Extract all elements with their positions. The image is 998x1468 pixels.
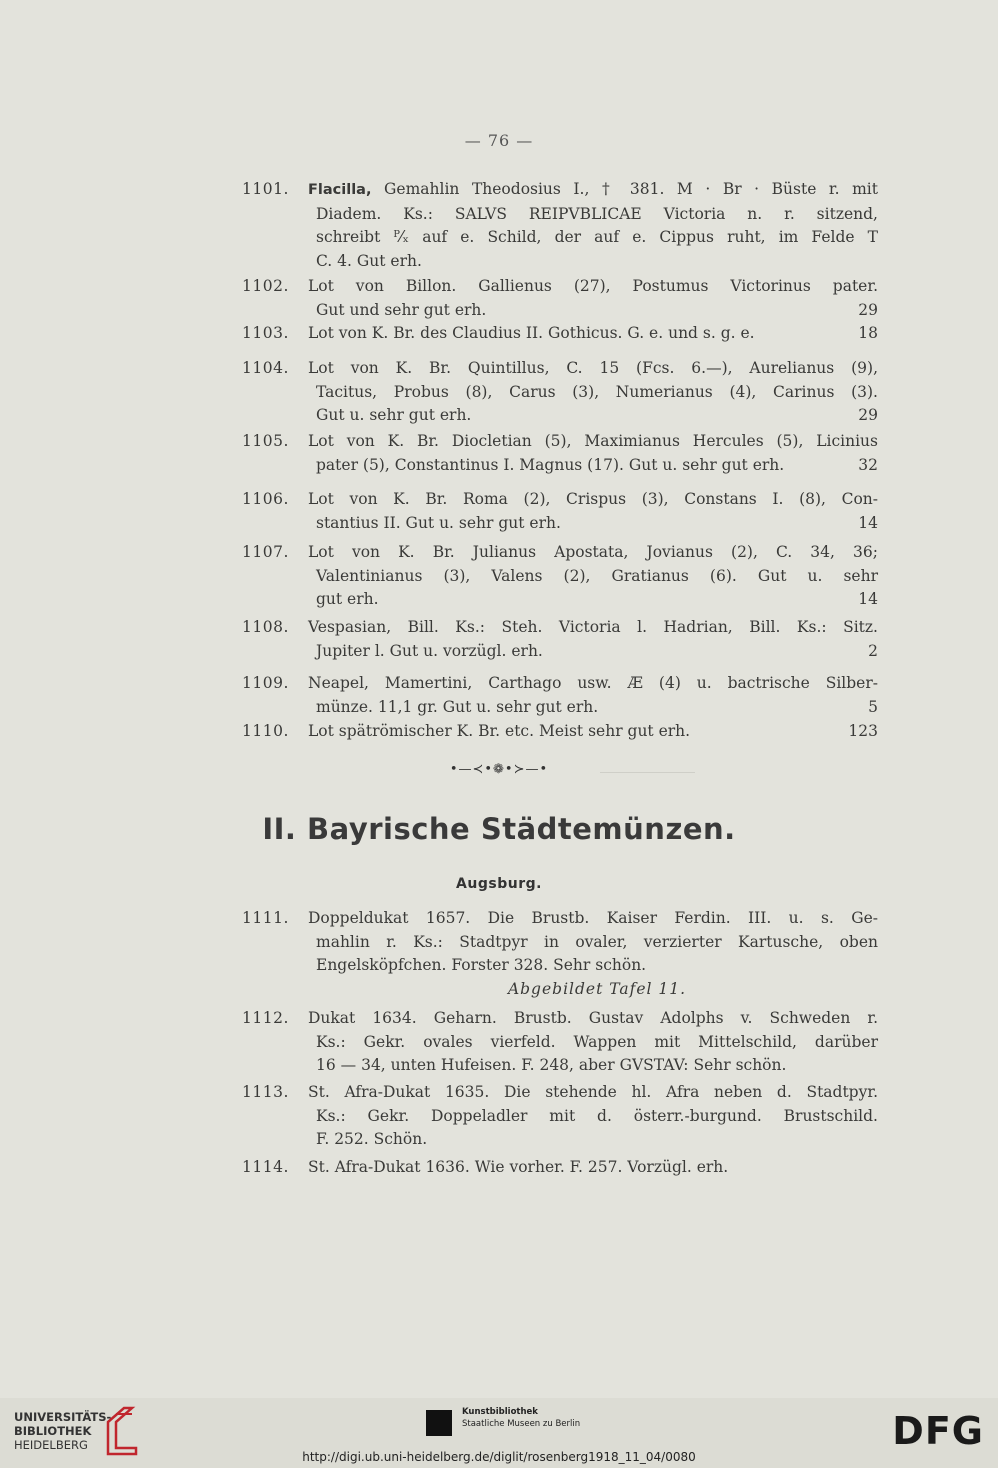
description-line: stantius II. Gut u. sehr gut erh. 14 [316,512,878,536]
description-line: gut erh. 14 [316,588,878,612]
uni-line2: BIBLIOTHEK [14,1424,92,1438]
lot-description [308,541,878,612]
description-line: St. Afra-Dukat 1636. Wie vorher. F. 257. Vorzügl. erh. [308,1158,729,1176]
description-line: Lot von K. Br. Julianus Apostata, Jovianus (2), C. 34, 36; [308,543,878,561]
description-line: mahlin r. Ks.: Stadtpyr in ovaler, verzierter Kartusche, oben [316,932,878,951]
lot-price: 29 [858,300,878,319]
lot-description [308,275,878,322]
description-line: Dukat 1634. Geharn. Brustb. Gustav Adolphs v. Schweden r. [308,1009,878,1027]
kb-line1: Kunstbibliothek [462,1407,538,1417]
description-line: Vespasian, Bill. Ks.: Steh. Victoria l. Hadrian, Bill. Ks.: Sitz. [308,618,878,636]
lot-price: 14 [858,590,878,608]
kb-line2: Staatliche Museen zu Berlin [462,1419,581,1429]
lot-number: 1113. [242,1083,289,1101]
description-line: St. Afra-Dukat 1635. Die stehende hl. Afra neben d. Stadtpyr. [308,1083,878,1101]
description-line: Lot von K. Br. des Claudius II. Gothicus. G. e. und s. g. e. 18 [308,322,878,346]
description-line: C. 4. Gut erh. [316,251,422,270]
lot-price: 29 [858,406,878,424]
lot-number: 1110. [242,722,289,740]
lot-number: 1112. [242,1009,289,1027]
lot-number: 1105. [242,432,289,450]
lot-price: 18 [858,324,878,342]
kunstbibliothek-logo-icon[interactable] [426,1410,452,1436]
lot-number: 1107. [242,543,289,561]
footer-bar [0,1398,998,1468]
lot-description [308,322,878,346]
description-line: Ks.: Gekr. ovales vierfeld. Wappen mit Mittelschild, darüber [316,1032,878,1051]
kunstbibliothek-wordmark[interactable] [462,1406,580,1430]
description-line: 16 — 34, unten Hufeisen. F. 248, aber GVSTAV: Sehr schön. [316,1056,787,1074]
section-subheading: Augsburg. [456,876,542,892]
description-line: Valentinianus (3), Valens (2), Gratianus (6). Gut u. sehr [316,566,878,585]
description-line: F. 252. Schön. [316,1130,428,1148]
description-line: Lot von K. Br. Quintillus, C. 15 (Fcs. 6.—), Aurelianus (9), [308,359,878,377]
lot-description [308,357,878,428]
lot-number: 1104. [242,359,289,377]
description-line: Gut u. sehr gut erh. 29 [316,404,878,428]
description-line: Ks.: Gekr. Doppeladler mit d. österr.-burgund. Brustschild. [316,1106,878,1125]
section-divider-ornament: •—≺•❁•≻—• [449,762,549,777]
lot-description [308,616,878,663]
lot-number: 1109. [242,674,289,692]
lot-price: 2 [868,641,878,660]
lot-number: 1108. [242,618,289,636]
section-heading: II. Bayrische Städtemünzen. [262,812,736,846]
lot-price: 14 [858,513,878,532]
lot-price: 5 [868,697,878,716]
page-number: — 76 — [464,131,534,150]
lot-description [308,907,878,1001]
lot-description [308,178,878,273]
divider-line [600,772,695,773]
dfg-logo[interactable]: DFG [892,1409,984,1453]
lot-number: 1101. [242,180,289,198]
description-line: Lot spätrömischer K. Br. etc. Meist sehr gut erh. 123 [308,720,878,744]
lot-number: 1103. [242,324,289,342]
lot-number: 1106. [242,490,289,508]
lot-description [308,1007,878,1078]
description-line: Flacilla, Gemahlin Theodosius I., † 381. M · Br · Büste r. mit [308,180,878,198]
uni-heidelberg-logo-icon[interactable] [102,1404,142,1456]
lot-description [308,430,878,477]
description-line: Lot von K. Br. Roma (2), Crispus (3), Constans I. (8), Con- [308,490,878,508]
description-line: pater (5), Constantinus I. Magnus (17). Gut u. sehr gut erh. 32 [316,454,878,478]
uni-line3: HEIDELBERG [14,1438,88,1452]
description-line: Gut und sehr gut erh. 29 [316,299,878,323]
lot-description [308,720,878,744]
description-line: Tacitus, Probus (8), Carus (3), Numerianus (4), Carinus (3). [316,382,878,401]
description-line: münze. 11,1 gr. Gut u. sehr gut erh. 5 [316,696,878,720]
description-line: Lot von Billon. Gallienus (27), Postumus Victorinus pater. [308,277,878,295]
lot-number: 1111. [242,909,289,927]
description-line: Neapel, Mamertini, Carthago usw. Æ (4) u. bactrische Silber- [308,674,878,692]
description-line: schreibt ᴾ⁄ₓ auf e. Schild, der auf e. Cippus ruht, im Felde T [316,228,878,246]
lot-price: 32 [858,455,878,474]
illustration-note: Abgebildet Tafel 11. [507,979,687,998]
permalink-url[interactable]: http://digi.ub.uni-heidelberg.de/diglit/rosenberg1918_11_04/0080 [302,1450,696,1464]
lot-description [308,488,878,535]
description-line: Engelsköpfchen. Forster 328. Sehr schön. [316,956,647,974]
uni-line1: UNIVERSITÄTS- [14,1410,112,1424]
lot-description [308,1156,878,1180]
lot-number: 1114. [242,1158,289,1176]
description-line: Jupiter l. Gut u. vorzügl. erh. 2 [316,640,878,664]
lot-price: 123 [848,722,878,740]
description-line: Lot von K. Br. Diocletian (5), Maximianus Hercules (5), Licinius [308,432,878,450]
lot-description [308,672,878,719]
uni-heidelberg-wordmark[interactable] [14,1410,111,1452]
lot-description [308,1081,878,1152]
description-line: Diadem. Ks.: SALVS REIPVBLICAE Victoria n. r. sitzend, [316,204,878,223]
description-line: Doppeldukat 1657. Die Brustb. Kaiser Ferdin. III. u. s. Ge- [308,909,878,927]
lot-number: 1102. [242,277,289,295]
